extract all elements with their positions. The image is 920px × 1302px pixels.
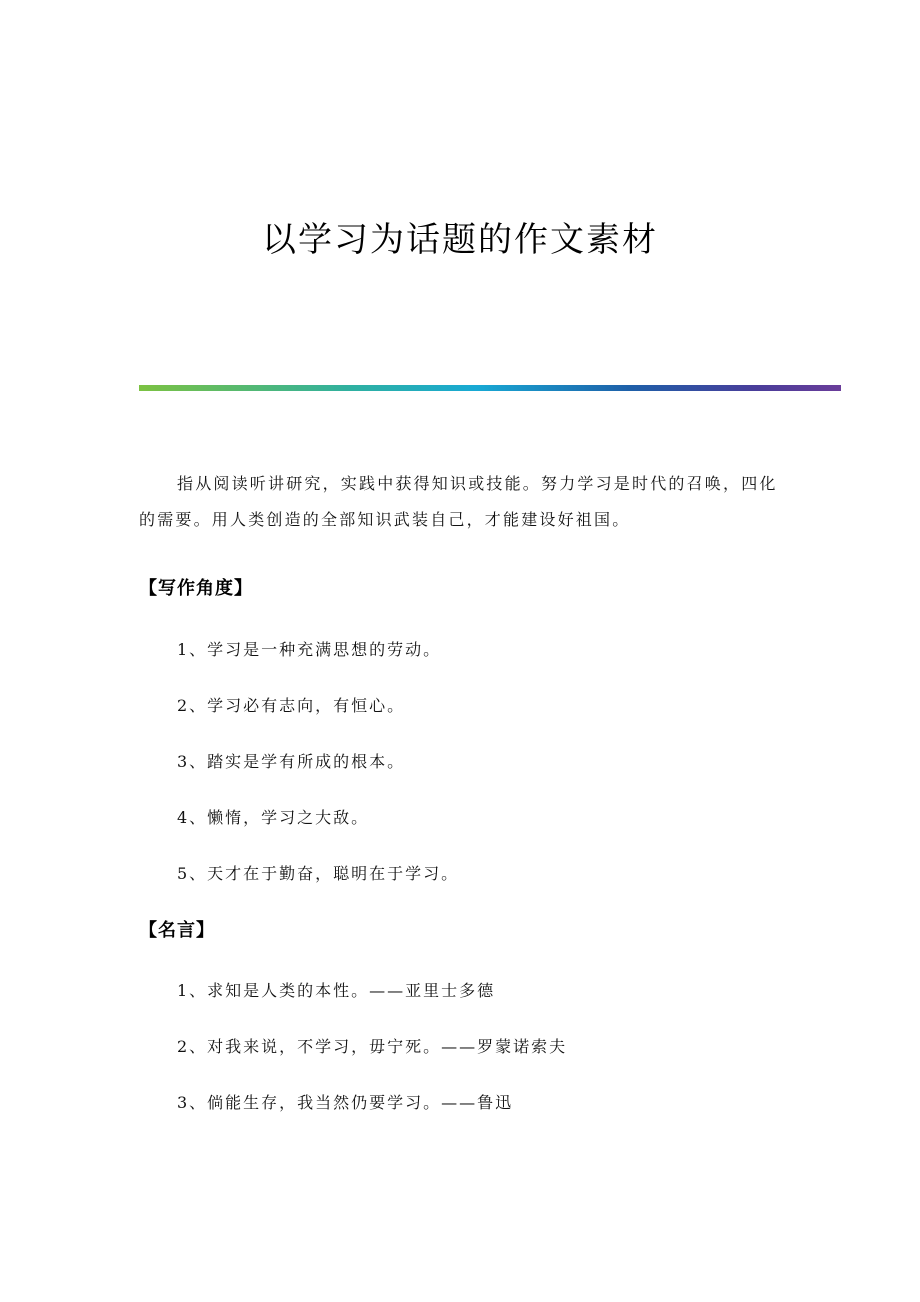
list-item: 4、懒惰，学习之大敌。 xyxy=(177,808,370,827)
page-title: 以学习为话题的作文素材 xyxy=(262,220,658,260)
list-item: 2、对我来说，不学习，毋宁死。——罗蒙诺索夫 xyxy=(177,1037,568,1056)
list-item: 1、求知是人类的本性。——亚里士多德 xyxy=(177,981,496,1000)
list-item: 2、学习必有志向，有恒心。 xyxy=(177,696,406,715)
list-item: 5、天才在于勤奋，聪明在于学习。 xyxy=(177,864,460,883)
list-item: 3、踏实是学有所成的根本。 xyxy=(177,752,406,771)
intro-paragraph: 指从阅读听讲研究，实践中获得知识或技能。努力学习是时代的召唤，四化的需要。用人类创造的全部知识武装自己，才能建设好祖国。 xyxy=(139,474,778,529)
gradient-divider xyxy=(139,385,841,391)
section-heading-quotes: 【名言】 xyxy=(139,920,215,941)
section-heading-writing-angles: 【写作角度】 xyxy=(139,578,253,599)
list-item: 1、学习是一种充满思想的劳动。 xyxy=(177,640,442,659)
list-item: 3、倘能生存，我当然仍要学习。——鲁迅 xyxy=(177,1093,514,1112)
